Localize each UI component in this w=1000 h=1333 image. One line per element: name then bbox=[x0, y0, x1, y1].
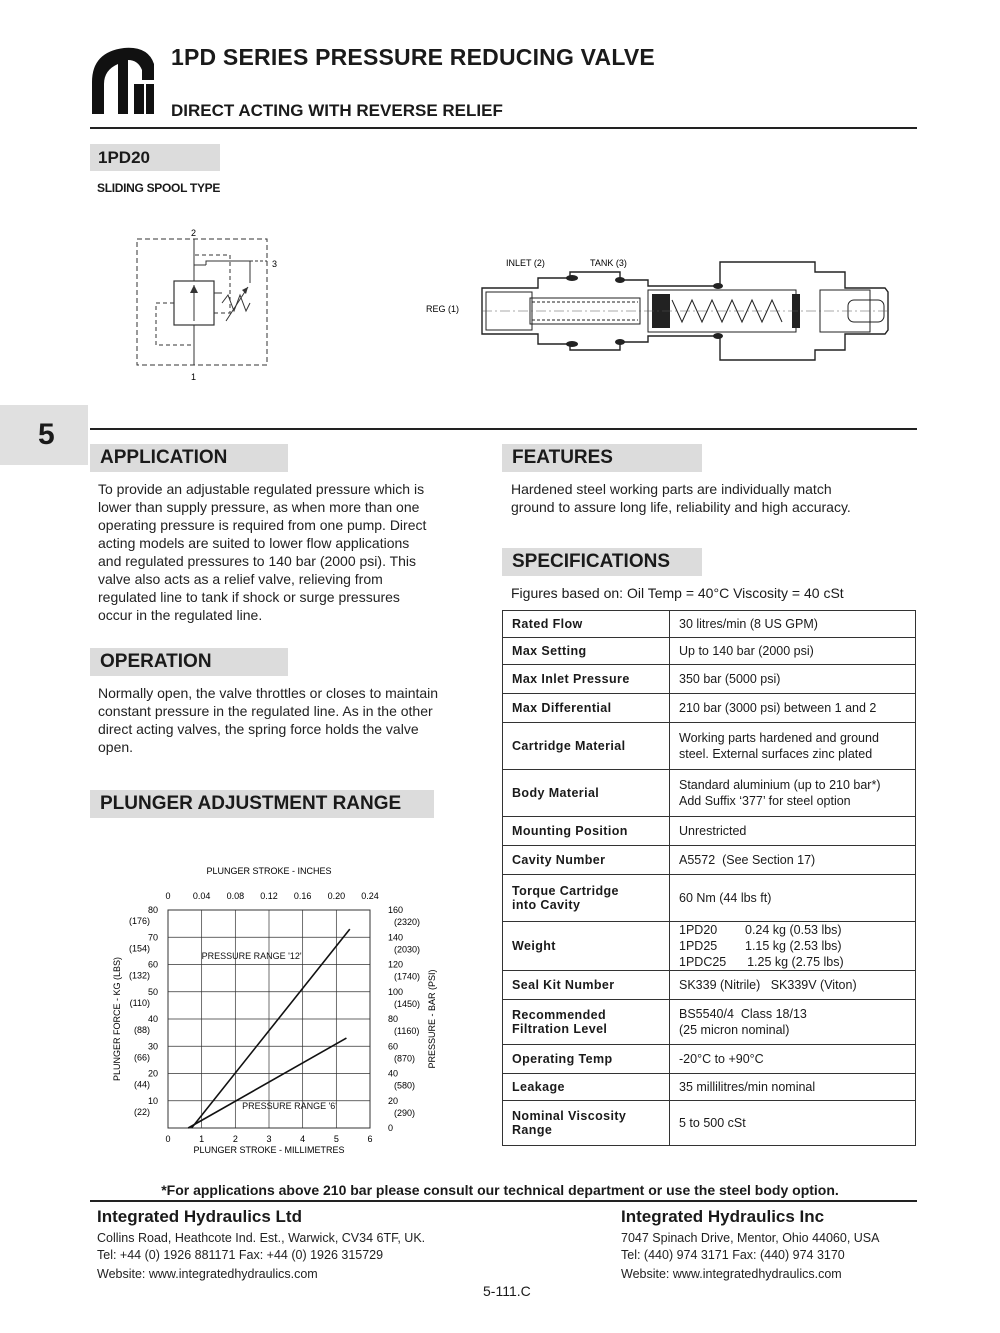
address-us: 7047 Spinach Drive, Mentor, Ohio 44060, USA bbox=[621, 1231, 880, 1245]
y-tick-label: 20 bbox=[147, 1068, 158, 1079]
x-top-axis-label: PLUNGER STROKE - INCHES bbox=[206, 866, 332, 876]
spec-row bbox=[503, 665, 916, 694]
x-tick-label: 0 bbox=[165, 1134, 171, 1144]
application-line: operating pressure is required from one pump. Direct bbox=[98, 517, 427, 533]
y2-tick-sublabel: (1740) bbox=[394, 971, 421, 982]
y2-tick-sublabel: (290) bbox=[394, 1107, 416, 1118]
y-tick-sublabel: (66) bbox=[133, 1052, 150, 1063]
series-line bbox=[188, 1038, 346, 1128]
spec-label: Max Setting bbox=[503, 638, 670, 665]
x-tick-label: 1 bbox=[199, 1134, 205, 1144]
page-number: 5-111.C bbox=[483, 1283, 531, 1299]
spec-label: Max Inlet Pressure bbox=[503, 665, 670, 694]
x-top-tick-label: 0.20 bbox=[327, 891, 346, 901]
operation-line: open. bbox=[98, 739, 134, 755]
spec-value: 1PD20 0.24 kg (0.53 lbs) 1PD25 1.15 kg (2.53 lbs) 1PDC25 1.25 kg (2.75 lbs) bbox=[670, 922, 916, 971]
y2-axis-label: PRESSURE - BAR (PSI) bbox=[427, 969, 437, 1069]
spec-label: Rated Flow bbox=[503, 611, 670, 638]
port-label-1: 1 bbox=[191, 372, 197, 382]
operation-heading: OPERATION bbox=[90, 648, 288, 676]
phone-us: Tel: (440) 974 3171 Fax: (440) 974 3170 bbox=[621, 1248, 845, 1262]
spec-label: Recommended Filtration Level bbox=[503, 1000, 670, 1045]
series-label: PRESSURE RANGE '6' bbox=[242, 1100, 338, 1111]
spec-row bbox=[503, 817, 916, 846]
company-name-us: Integrated Hydraulics Inc bbox=[621, 1207, 825, 1226]
spec-value: SK339 (Nitrile) SK339V (Viton) bbox=[670, 971, 916, 1000]
section-rule bbox=[90, 428, 917, 430]
spec-label: Max Differential bbox=[503, 694, 670, 723]
x-tick-label: 6 bbox=[367, 1134, 373, 1144]
spec-value: Standard aluminium (up to 210 bar*) Add Suffix ‘377’ for steel option bbox=[670, 770, 916, 817]
y-axis-label: PLUNGER FORCE - KG (LBS) bbox=[112, 956, 122, 1082]
page-title: 1PD SERIES PRESSURE REDUCING VALVE bbox=[171, 44, 655, 70]
spec-row bbox=[503, 723, 916, 770]
address-uk: Collins Road, Heathcote Ind. Est., Warwick, CV34 6TF, UK. bbox=[97, 1231, 426, 1245]
y2-tick-sublabel: (1160) bbox=[394, 1026, 420, 1036]
footer-right bbox=[621, 1207, 921, 1283]
features-heading: FEATURES bbox=[502, 444, 702, 472]
y-tick-sublabel: (44) bbox=[133, 1079, 150, 1090]
spec-label: Cavity Number bbox=[503, 846, 670, 875]
y2-tick-label: 80 bbox=[388, 1014, 399, 1024]
spec-value: BS5540/4 Class 18/13 (25 micron nominal) bbox=[670, 1000, 916, 1045]
operation-line: constant pressure in the regulated line. As in the other bbox=[98, 703, 433, 719]
features-line: ground to assure long life, reliability and high accuracy. bbox=[511, 499, 851, 515]
spool-type-label: SLIDING SPOOL TYPE bbox=[97, 181, 221, 195]
spec-label: Cartridge Material bbox=[503, 723, 670, 770]
spec-row bbox=[503, 846, 916, 875]
company-logo bbox=[88, 44, 156, 120]
spec-row bbox=[503, 770, 916, 817]
y2-tick-label: 100 bbox=[388, 986, 404, 997]
section-tab: 5 bbox=[0, 405, 88, 465]
y2-tick-label: 0 bbox=[388, 1123, 394, 1133]
company-name-uk: Integrated Hydraulics Ltd bbox=[97, 1207, 302, 1226]
valve-cutaway-drawing bbox=[420, 250, 895, 370]
operation-text bbox=[98, 684, 488, 756]
application-heading: APPLICATION bbox=[90, 444, 288, 472]
application-line: lower than supply pressure, as when more than one bbox=[98, 499, 420, 515]
spec-value: A5572 (See Section 17) bbox=[670, 846, 916, 875]
y2-tick-sublabel: (2030) bbox=[394, 944, 421, 955]
website-us[interactable]: Website: www.integratedhydraulics.com bbox=[621, 1267, 842, 1281]
hydraulic-schematic bbox=[130, 225, 290, 385]
specifications-note: Figures based on: Oil Temp = 40°C Viscosity = 40 cSt bbox=[511, 585, 844, 601]
x-top-tick-label: 0.12 bbox=[260, 891, 278, 901]
x-top-tick-label: 0.08 bbox=[226, 891, 245, 901]
specifications-heading: SPECIFICATIONS bbox=[502, 548, 702, 576]
y2-tick-label: 60 bbox=[388, 1041, 399, 1052]
spec-value: Working parts hardened and ground steel. External surfaces zinc plated bbox=[670, 723, 916, 770]
footnote: *For applications above 210 bar please consult our technical department or use the steel body option. bbox=[161, 1182, 839, 1198]
x-tick-label: 3 bbox=[266, 1134, 272, 1144]
port-label-3: 3 bbox=[272, 259, 278, 269]
spec-row bbox=[503, 638, 916, 665]
reg-port-label: REG (1) bbox=[426, 304, 460, 314]
y-tick-sublabel: (110) bbox=[129, 997, 150, 1008]
y2-tick-label: 120 bbox=[388, 959, 404, 970]
y2-tick-label: 160 bbox=[388, 905, 404, 915]
spec-label: Torque Cartridge into Cavity bbox=[503, 875, 670, 922]
y-tick-label: 80 bbox=[147, 905, 158, 915]
y-tick-label: 10 bbox=[147, 1095, 158, 1106]
spec-label: Nominal Viscosity Range bbox=[503, 1101, 670, 1146]
x-tick-label: 4 bbox=[300, 1134, 306, 1144]
y-tick-label: 30 bbox=[147, 1041, 158, 1052]
model-badge: 1PD20 bbox=[90, 144, 220, 171]
spec-label: Weight bbox=[503, 922, 670, 971]
phone-uk: Tel: +44 (0) 1926 881171 Fax: +44 (0) 1926 315729 bbox=[97, 1248, 384, 1262]
x-axis-label: PLUNGER STROKE - MILLIMETRES bbox=[193, 1145, 345, 1155]
y-tick-sublabel: (132) bbox=[128, 970, 150, 981]
footer-rule bbox=[90, 1200, 917, 1202]
y2-tick-sublabel: (2320) bbox=[394, 917, 421, 927]
x-tick-label: 5 bbox=[333, 1134, 339, 1144]
application-line: acting models are suited to lower flow applications bbox=[98, 535, 410, 551]
plunger-adjustment-chart bbox=[105, 858, 445, 1163]
y-tick-label: 40 bbox=[147, 1014, 158, 1024]
x-top-tick-label: 0.24 bbox=[361, 891, 379, 901]
spec-row bbox=[503, 1074, 916, 1101]
application-text bbox=[98, 480, 488, 624]
spec-row bbox=[503, 1000, 916, 1045]
operation-line: Normally open, the valve throttles or closes to maintain bbox=[98, 685, 439, 701]
features-text bbox=[511, 480, 911, 516]
spec-row bbox=[503, 611, 916, 638]
port-label-2: 2 bbox=[191, 228, 197, 238]
spec-value: 60 Nm (44 lbs ft) bbox=[670, 875, 916, 922]
spec-row bbox=[503, 1101, 916, 1146]
tank-port-label: TANK (3) bbox=[590, 258, 627, 268]
y2-tick-sublabel: (1450) bbox=[394, 998, 421, 1009]
website-uk[interactable]: Website: www.integratedhydraulics.com bbox=[97, 1267, 318, 1281]
application-line: valve also acts as a relief valve, relieving from bbox=[98, 571, 383, 587]
y2-tick-label: 140 bbox=[388, 932, 404, 943]
page-subtitle: DIRECT ACTING WITH REVERSE RELIEF bbox=[171, 101, 503, 120]
application-line: and regulated pressures to 140 bar (2000 psi). This bbox=[98, 553, 417, 569]
y-tick-label: 60 bbox=[147, 959, 158, 970]
y2-tick-sublabel: (580) bbox=[394, 1080, 416, 1091]
spec-value: Up to 140 bar (2000 psi) bbox=[670, 638, 916, 665]
spec-value: Unrestricted bbox=[670, 817, 916, 846]
y2-tick-sublabel: (870) bbox=[394, 1053, 416, 1064]
footer-left bbox=[97, 1207, 517, 1283]
application-line: occur in the regulated line. bbox=[98, 607, 263, 623]
y-tick-sublabel: (154) bbox=[128, 943, 150, 954]
y-tick-label: 70 bbox=[147, 932, 158, 943]
spec-row bbox=[503, 694, 916, 723]
y-tick-label: 50 bbox=[147, 986, 158, 997]
operation-line: direct acting valves, the spring force holds the valve bbox=[98, 721, 419, 737]
x-tick-label: 2 bbox=[232, 1134, 238, 1144]
spec-row bbox=[503, 922, 916, 971]
spec-row bbox=[503, 971, 916, 1000]
features-line: Hardened steel working parts are individually match bbox=[511, 481, 832, 497]
application-line: regulated line to tank if shock or surge pressures bbox=[98, 589, 400, 605]
y-tick-sublabel: (176) bbox=[128, 916, 150, 926]
spec-row bbox=[503, 1045, 916, 1074]
inlet-port-label: INLET (2) bbox=[506, 258, 545, 268]
y-tick-sublabel: (88) bbox=[133, 1025, 150, 1035]
application-line: To provide an adjustable regulated pressure which is bbox=[98, 481, 425, 497]
spec-label: Operating Temp bbox=[503, 1045, 670, 1074]
spec-value: -20°C to +90°C bbox=[670, 1045, 916, 1074]
spec-label: Body Material bbox=[503, 770, 670, 817]
x-top-tick-label: 0 bbox=[165, 891, 171, 901]
series-label: PRESSURE RANGE '12' bbox=[201, 951, 302, 962]
y2-tick-label: 40 bbox=[388, 1068, 399, 1079]
spec-value: 210 bar (3000 psi) between 1 and 2 bbox=[670, 694, 916, 723]
x-top-tick-label: 0.04 bbox=[192, 891, 211, 901]
spec-value: 35 millilitres/min nominal bbox=[670, 1074, 916, 1101]
spec-label: Mounting Position bbox=[503, 817, 670, 846]
x-top-tick-label: 0.16 bbox=[293, 891, 312, 901]
specifications-table bbox=[502, 610, 916, 1146]
y-tick-sublabel: (22) bbox=[133, 1106, 150, 1117]
header-rule bbox=[90, 127, 917, 129]
spec-value: 5 to 500 cSt bbox=[670, 1101, 916, 1146]
y2-tick-label: 20 bbox=[388, 1095, 399, 1106]
spec-row bbox=[503, 875, 916, 922]
spec-label: Leakage bbox=[503, 1074, 670, 1101]
plunger-heading: PLUNGER ADJUSTMENT RANGE bbox=[90, 790, 434, 818]
spec-label: Seal Kit Number bbox=[503, 971, 670, 1000]
spec-value: 30 litres/min (8 US GPM) bbox=[670, 611, 916, 638]
spec-value: 350 bar (5000 psi) bbox=[670, 665, 916, 694]
